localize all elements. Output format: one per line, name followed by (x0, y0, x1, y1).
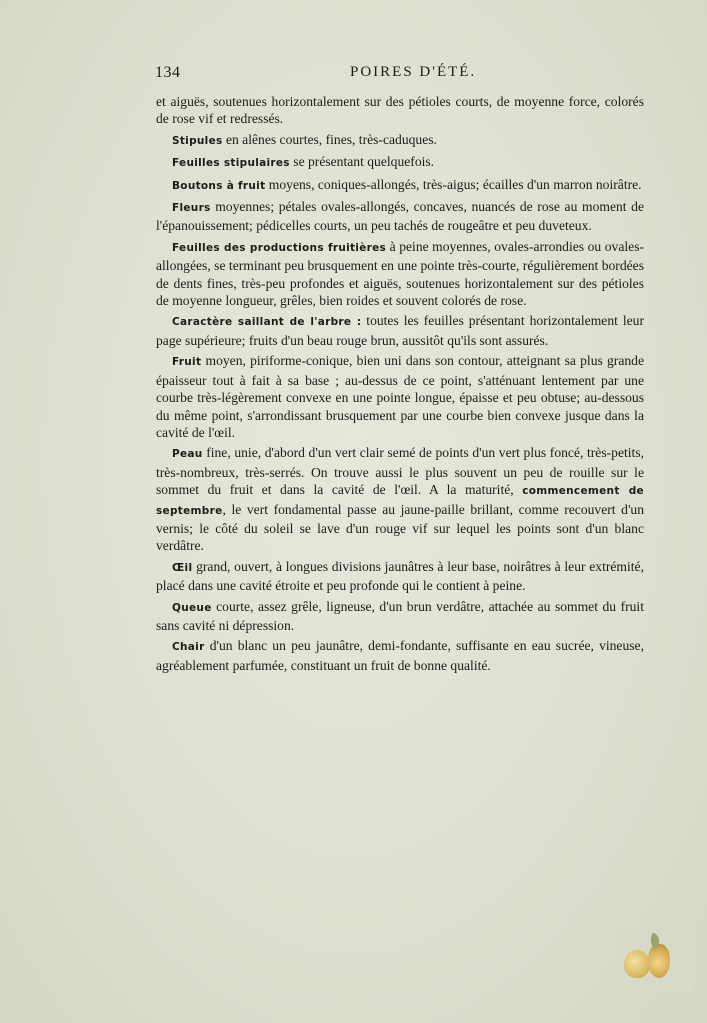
term-label: Œil (172, 561, 193, 574)
term-label: Boutons à fruit (172, 179, 266, 192)
paragraph-peau (156, 444, 644, 554)
paragraph-text: courte, assez grêle, ligneuse, d'un brun verdâtre, attachée au sommet du fruit sans cavité ni dépression. (156, 598, 644, 633)
term-label: Caractère saillant de l'arbre : (172, 316, 362, 329)
term-label: Peau (172, 448, 203, 461)
paragraph-continuation (156, 93, 644, 128)
paragraph-text: moyens, coniques-allongés, très-aigus; écailles d'un marron noirâtre. (265, 176, 642, 192)
paragraph-feuilles-productions (156, 238, 644, 310)
term-label: Stipules (172, 134, 223, 147)
paragraph-text: toutes les feuilles présentant horizontalement leur page supérieure; fruits d'un beau rouge brun, aussitôt qu'ils sont assurés. (156, 313, 644, 348)
term-label: Fleurs (172, 202, 211, 215)
paragraph-text: grand, ouvert, à longues divisions jaunâtres à leur base, noirâtres à leur extrémité, placé dans une cavité étroite et peu profonde qui le contient à peine. (156, 558, 644, 594)
running-title: POIRES D'ÉTÉ. (350, 64, 477, 80)
paragraph-text: moyennes; pétales ovales-allongés, concaves, nuancés de rose au moment de l'épanouissement; pédicelles courts, un peu tachés de rougeâtre et peu duveteux. (156, 199, 644, 234)
paragraph-fleurs (156, 198, 644, 235)
body-text (156, 93, 644, 677)
pear-icon (624, 950, 650, 978)
paragraph-stipules (156, 131, 644, 150)
page-number: 134 (155, 64, 181, 81)
paragraph-text: fine, unie, d'abord d'un vert clair semé de points d'un vert plus foncé, très-petits, très-nombreux, très-serrés. On trouve aussi le plus souvent un peu de rouille sur le sommet du fruit et dans la cavité de l'œil. A la maturité, (156, 445, 644, 498)
paragraph-fruit (156, 352, 644, 441)
term-label: Chair (172, 641, 205, 654)
paragraph-boutons (156, 176, 644, 195)
term-label: Feuilles des productions fruitières (172, 241, 387, 254)
term-label-inline: commencement de septembre (156, 485, 644, 517)
paragraph-text-continued: , le vert fondamental passe au jaune-paille brillant, comme recouvert d'un vernis; le côté du soleil se lave d'un rouge vif sur lequel les points sont d'un blanc verdâtre. (156, 501, 644, 554)
paragraph-feuilles-stipulaires (156, 153, 644, 172)
paragraph-text: à peine moyennes, ovales-arrondies ou ovales-allongées, se terminant peu brusquement en une pointe très-courte, régulièrement bordées de dents fines, très-peu profondes et aiguës, soutenues horizontalement sur des pétioles de moyenne longueur, grêles, bien roides et souvent colorés de rose. (156, 238, 645, 309)
paragraph-text: et aiguës, soutenues horizontalement sur des pétioles courts, de moyenne force, colorés de rose vif et redressés. (156, 94, 644, 127)
term-label: Queue (172, 601, 212, 614)
paragraph-chair (156, 637, 644, 674)
paragraph-oeil (156, 558, 644, 595)
term-label: Fruit (172, 356, 202, 369)
paragraph-text: d'un blanc un peu jaunâtre, demi-fondante, suffisante en eau sucrée, vineuse, agréablement parfumée, constituant un fruit de bonne qualité. (156, 638, 644, 673)
paragraph-text: moyen, piriforme-conique, bien uni dans son contour, atteignant sa plus grande épaisseur tout à fait à sa base ; au-dessus de ce point, s'atténuant lentement par une courbe très-légèrement convexe en une pointe longue, épaisse et peu obtuse; au-dessous du même point, s'arrondissant brusquement par une courbe bien convexe jusque dans la cavité de l'œil. (156, 353, 644, 440)
term-label: Feuilles stipulaires (172, 157, 290, 170)
paragraph-caractere (156, 312, 644, 349)
paragraph-text: en alênes courtes, fines, très-caduques. (222, 131, 437, 147)
running-head (155, 64, 645, 86)
paragraph-text: se présentant quelquefois. (289, 154, 435, 170)
paragraph-queue (156, 598, 644, 635)
pear-icon (648, 944, 670, 978)
